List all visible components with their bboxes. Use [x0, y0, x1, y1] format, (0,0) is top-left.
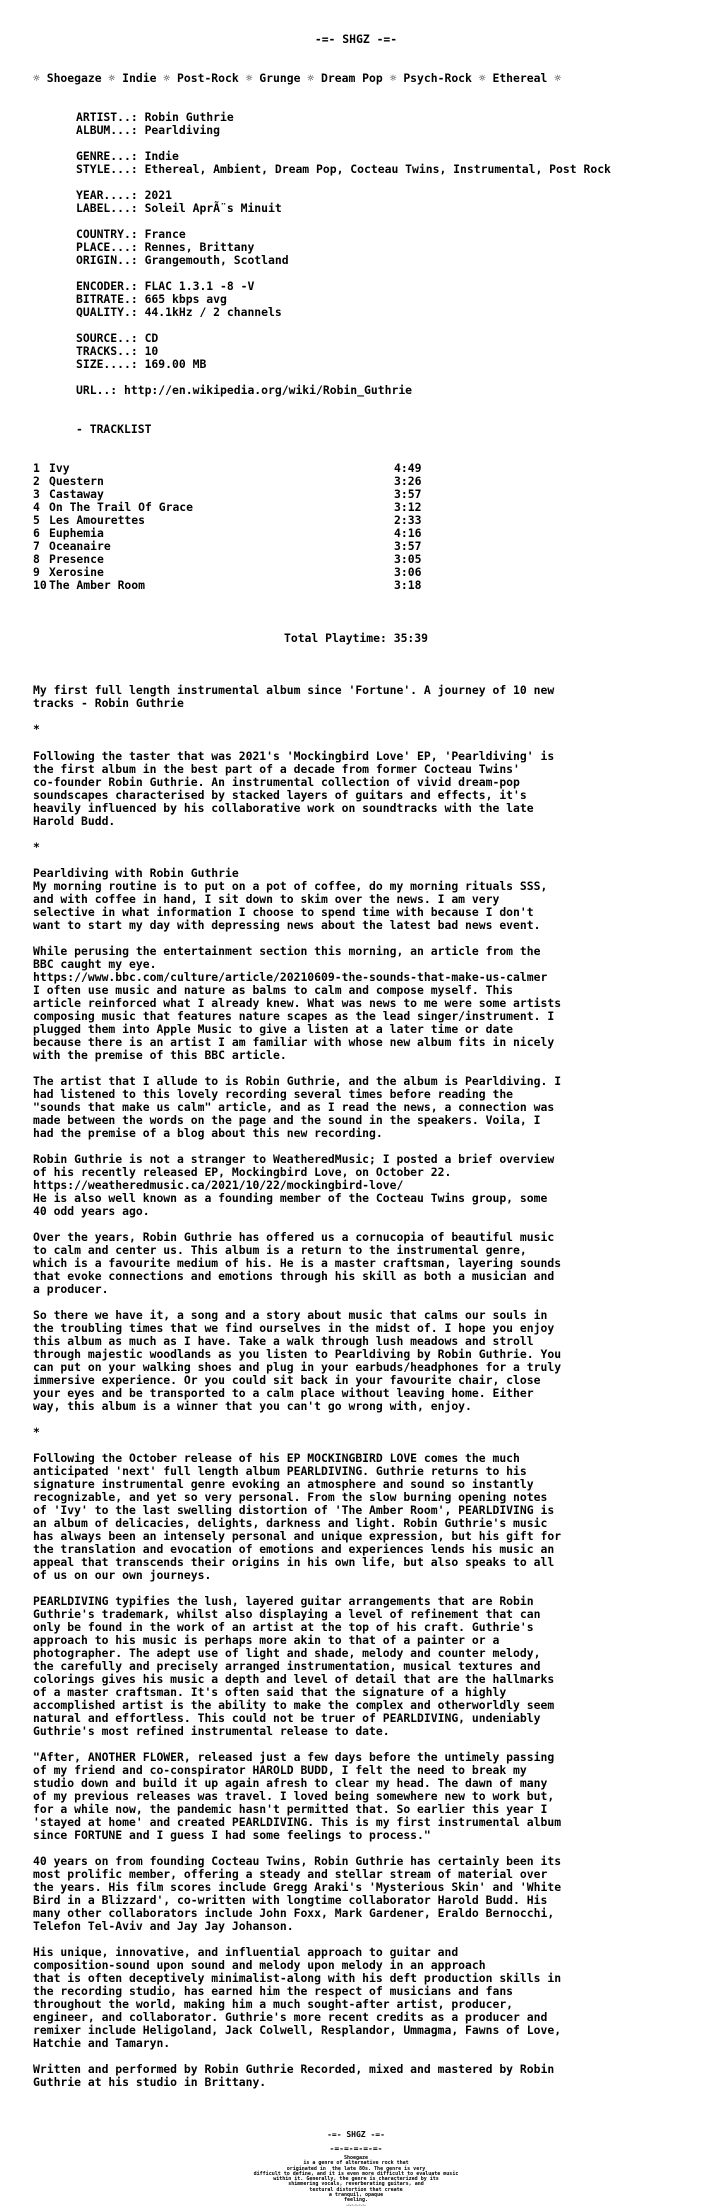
review-paragraph-4: Robin Guthrie is not a stranger to WeatheredMusic; I posted a brief overview of his recently released EP, Mockingbird Love, on October 22. https://weatheredmusic.ca/2021/10/22/mockingbird-love/ He is also well known as a founding member of the Cocteau Twins group, some 40 odd years ago. [33, 1152, 555, 1218]
review-paragraph-2: While perusing the entertainment section this morning, an article from the BBC caught my eye. https://www.bbc.com/culture/article/20210609-the-sounds-that-make-us-calmer I often use music and nature as balms to calm and compose myself. This article reinforced what I already knew. What was news to me were some artists composing music that features nature scapes as the lead singer/instrument. I plugged them into Apple Music to give a listen at a later time or date because there is an artist I am familiar with whose new album fits in nicely with the premise of this BBC article. [33, 944, 562, 1062]
tracklist-heading: - TRACKLIST [76, 422, 152, 436]
review-paragraph-3: The artist that I allude to is Robin Guthrie, and the album is Pearldiving. I had listened to this lovely recording several times before reading the "sounds that make us calm" article, and as I read the news, a connection was made between the words on the page and the sound in the speakers. Voila, I had the premise of a blog about this new recording. [33, 1074, 562, 1140]
footer-rule-top: -=-=-=-=-=- [329, 2144, 383, 2153]
release-paragraph: Following the taster that was 2021's 'Mockingbird Love' EP, 'Pearldiving' is the first album in the best part of a decade from former Cocteau Twins' co-founder Robin Guthrie. An instrumental collection of vivid dream-pop soundscapes characterised by stacked layers of guitars and effects, it's heavily influenced by his collaborative work on soundtracks with the late Harold Budd. [33, 749, 555, 828]
info-artist-album: ARTIST..: Robin Guthrie ALBUM...: Pearldiving [76, 110, 234, 137]
track-row: 3 Castaway 3:57 [33, 487, 422, 501]
info-year-label: YEAR....: 2021 LABEL...: Soleil AprÃ¨s Minuit [76, 188, 282, 215]
intro-paragraph: My first full length instrumental album since 'Fortune'. A journey of 10 new tracks - Robin Guthrie [33, 683, 555, 710]
separator-asterisk: * [33, 722, 40, 736]
track-row: 9 Xerosine 3:06 [33, 565, 422, 579]
track-row: 10 The Amber Room 3:18 [33, 578, 422, 592]
track-row: 1 Ivy 4:49 [33, 461, 422, 475]
track-row: 4 On The Trail Of Grace 3:12 [33, 500, 422, 514]
press-paragraph-2: PEARLDIVING typifies the lush, layered guitar arrangements that are Robin Guthrie's trademark, whilst also displaying a level of refinement that can only be found in the work of an artist at the top of his craft. Guthrie's approach to his music is perhaps more akin to that of a painter or a photographer. The adept use of light and shade, melody and counter melody, the carefully and precisely arranged instrumentation, musical textures and colorings gives his music a depth and level of detail that are the hallmarks of a master craftsman. It's often said that the signature of a highly accomplished artist is the ability to make the complex and otherworldly seem natural and effortless. This could not be truer of PEARLDIVING, undeniably Guthrie's most refined instrumental release to date. [33, 1594, 555, 1738]
genres-line: ☼ Shoegaze ☼ Indie ☼ Post-Rock ☼ Grunge ☼ Dream Pop ☼ Psych-Rock ☼ Ethereal ☼ [33, 71, 562, 85]
info-encoding: ENCODER.: FLAC 1.3.1 -8 -V BITRATE.: 665 kbps avg QUALITY.: 44.1kHz / 2 channels [76, 279, 282, 319]
tracklist [33, 462, 533, 592]
total-playtime: Total Playtime: 35:39 [283, 631, 428, 645]
info-location: COUNTRY.: France PLACE...: Rennes, Brittany ORIGIN..: Grangemouth, Scotland [76, 227, 289, 267]
review-paragraph-5: Over the years, Robin Guthrie has offered us a cornucopia of beautiful music to calm and center us. This album is a return to the instrumental genre, which is a favourite medium of his. He is a master craftsman, layering sounds that evoke connections and emotions through his skill as both a musician and a producer. [33, 1230, 562, 1296]
review-paragraph-1: Pearldiving with Robin Guthrie My morning routine is to put on a pot of coffee, do my morning rituals SSS, and with coffee in hand, I sit down to skim over the news. I am very selective in what information I choose to spend time with because I don't want to start my day with depressing news about the latest bad news event. [33, 866, 548, 932]
track-row: 8 Presence 3:05 [33, 552, 422, 566]
artist-quote: "After, ANOTHER FLOWER, released just a few days before the untimely passing of my friend and co-conspirator HAROLD BUDD, I felt the need to break my studio down and build it up again afresh to clear my head. The dawn of many of my previous releases was travel. I loved being somewhere new to work but, for a while now, the pandemic hasn't permitted that. So earlier this year I 'stayed at home' and created PEARLDIVING. This is my first instrumental album since FORTUNE and I guess I had some feelings to process." [33, 1750, 562, 1842]
info-source: SOURCE..: CD TRACKS..: 10 SIZE....: 169.00 MB [76, 331, 207, 371]
url-line: URL..: http://en.wikipedia.org/wiki/Robin_Guthrie [76, 383, 413, 397]
separator-asterisk: * [33, 840, 40, 854]
review-paragraph-6: So there we have it, a song and a story about music that calms our souls in the troubling times that we find ourselves in the midst of. I hope you enjoy this album as much as I have. Take a walk through lush meadows and stroll through majestic woodlands as you listen to Pearldiving by Robin Guthrie. You can put on your walking shoes and plug in your earbuds/headphones for a truly immersive experience. Or you could sit back in your favourite chair, close your eyes and be transported to a calm place without leaving home. Either way, this album is a winner that you can't go wrong with, enjoy. [33, 1308, 562, 1413]
press-paragraph-3: 40 years on from founding Cocteau Twins, Robin Guthrie has certainly been its most prolific member, offering a steady and stellar stream of material over the years. His film scores include Gregg Araki's 'Mysterious Skin' and 'White Bird in a Blizzard', co-written with longtime collaborator Harold Budd. His many other collaborators include John Foxx, Mark Gardener, Eraldo Bernocchi, Telefon Tel-Aviv and Jay Jay Johanson. [33, 1854, 562, 1933]
track-row: 6 Euphemia 4:16 [33, 526, 422, 540]
separator-asterisk: * [33, 1425, 40, 1439]
track-row: 2 Questern 3:26 [33, 474, 422, 488]
track-row: 7 Oceanaire 3:57 [33, 539, 422, 553]
press-paragraph-4: His unique, innovative, and influential approach to guitar and composition-sound upon sound and melody upon melody in an approach that is often deceptively minimalist-along with his deft production skills in the recording studio, has earned him the respect of musicians and fans throughout the world, making him a much sought-after artist, producer, engineer, and collaborator. Guthrie's more recent credits as a producer and remixer include Heligoland, Jack Colwell, Resplandor, Ummagma, Fawns of Love, Hatchie and Tamaryn. [33, 1945, 562, 2050]
footer-rule-bottom: -=-=-=-=-=- [346, 2203, 366, 2207]
press-paragraph-1: Following the October release of his EP MOCKINGBIRD LOVE comes the much anticipated 'next' full length album PEARLDIVING. Guthrie returns to his signature instrumental genre evoking an atmosphere and sound so instantly recognizable, and yet so very personal. From the slow burning opening notes of 'Ivy' to the last swelling distortion of 'The Amber Room', PEARLDIVING is an album of delicacies, delights, darkness and light. Robin Guthrie's music has always been an intensely personal and unique expression, but his gift for the translation and evocation of emotions and experiences lends his music an appeal that transcends their origins in his own life, but also speaks to all of us on our own journeys. [33, 1451, 562, 1582]
header-signature: -=- SHGZ -=- [314, 32, 398, 46]
footer-genre-description: Shoegaze is a genre of alternative rock that originated in the late 80s. The genre is very difficult to define, and it is even more difficult to evaluate music within it. Generally, the genre is characterized by its shimmering vocals, reverberating guitars, and textural distortion that create a tranquil, opaque feeling. [253, 2155, 459, 2204]
track-row: 5 Les Amourettes 2:33 [33, 513, 422, 527]
credits-paragraph: Written and performed by Robin Guthrie Recorded, mixed and mastered by Robin Guthrie at his studio in Brittany. [33, 2062, 555, 2089]
info-genre-style: GENRE...: Indie STYLE...: Ethereal, Ambient, Dream Pop, Cocteau Twins, Instrumental, Post Rock [76, 149, 611, 176]
footer-signature: -=- SHGZ -=- [327, 2130, 385, 2139]
